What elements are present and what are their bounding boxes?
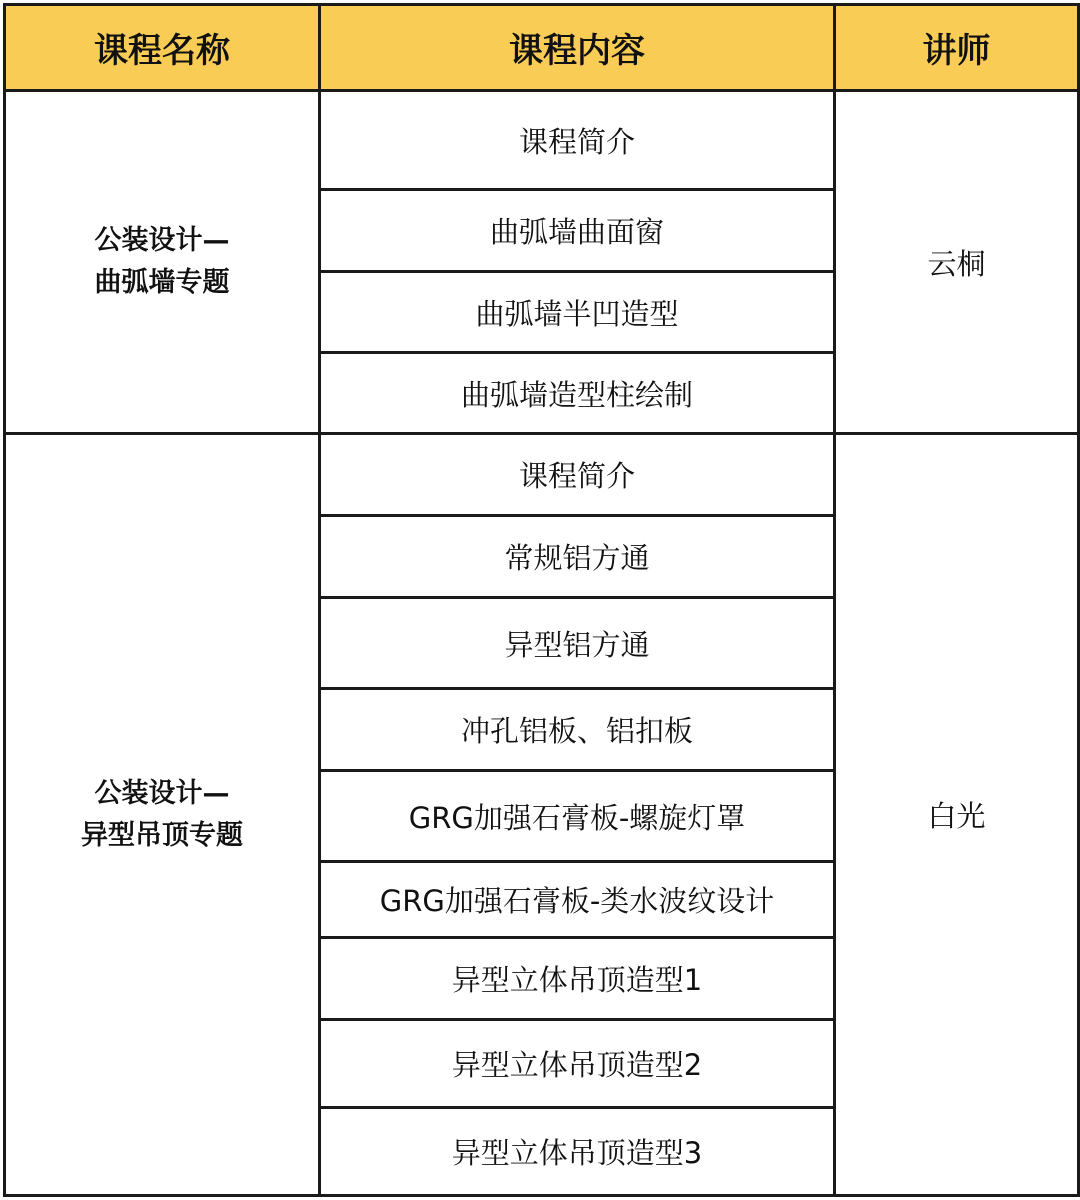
course-content-cell: GRG加强石膏板-类水波纹设计 <box>320 862 835 938</box>
course-content-cell: 异型立体吊顶造型1 <box>320 938 835 1020</box>
course-content-cell: 曲弧墙曲面窗 <box>320 190 835 272</box>
table-header-row <box>5 5 1079 91</box>
course-name-cell <box>5 434 320 1196</box>
header-teacher: 讲师 <box>835 5 1079 91</box>
course-content-cell: 常规铝方通 <box>320 516 835 598</box>
table-row <box>5 91 1079 190</box>
header-course-name: 课程名称 <box>5 5 320 91</box>
teacher-cell: 白光 <box>835 434 1079 1196</box>
course-content-cell: 异型立体吊顶造型3 <box>320 1108 835 1196</box>
course-name-line: 异型吊顶专题 <box>81 819 243 851</box>
header-course-content: 课程内容 <box>320 5 835 91</box>
teacher-cell: 云桐 <box>835 91 1079 434</box>
course-content-cell: 课程简介 <box>320 91 835 190</box>
table-row <box>5 434 1079 516</box>
course-content-cell: 异型铝方通 <box>320 598 835 689</box>
course-content-cell: 曲弧墙半凹造型 <box>320 272 835 353</box>
course-content-cell: 曲弧墙造型柱绘制 <box>320 353 835 434</box>
course-content-cell: 课程简介 <box>320 434 835 516</box>
course-content-cell: 冲孔铝板、铝扣板 <box>320 689 835 771</box>
course-content-cell: 异型立体吊顶造型2 <box>320 1020 835 1108</box>
course-name-line: 曲弧墙专题 <box>94 267 230 298</box>
course-content-cell: GRG加强石膏板-螺旋灯罩 <box>320 771 835 862</box>
course-name-line: 公装设计— <box>94 225 230 256</box>
course-table <box>3 3 1080 1197</box>
course-name-line: 公装设计— <box>94 777 230 809</box>
course-name-cell <box>5 91 320 434</box>
